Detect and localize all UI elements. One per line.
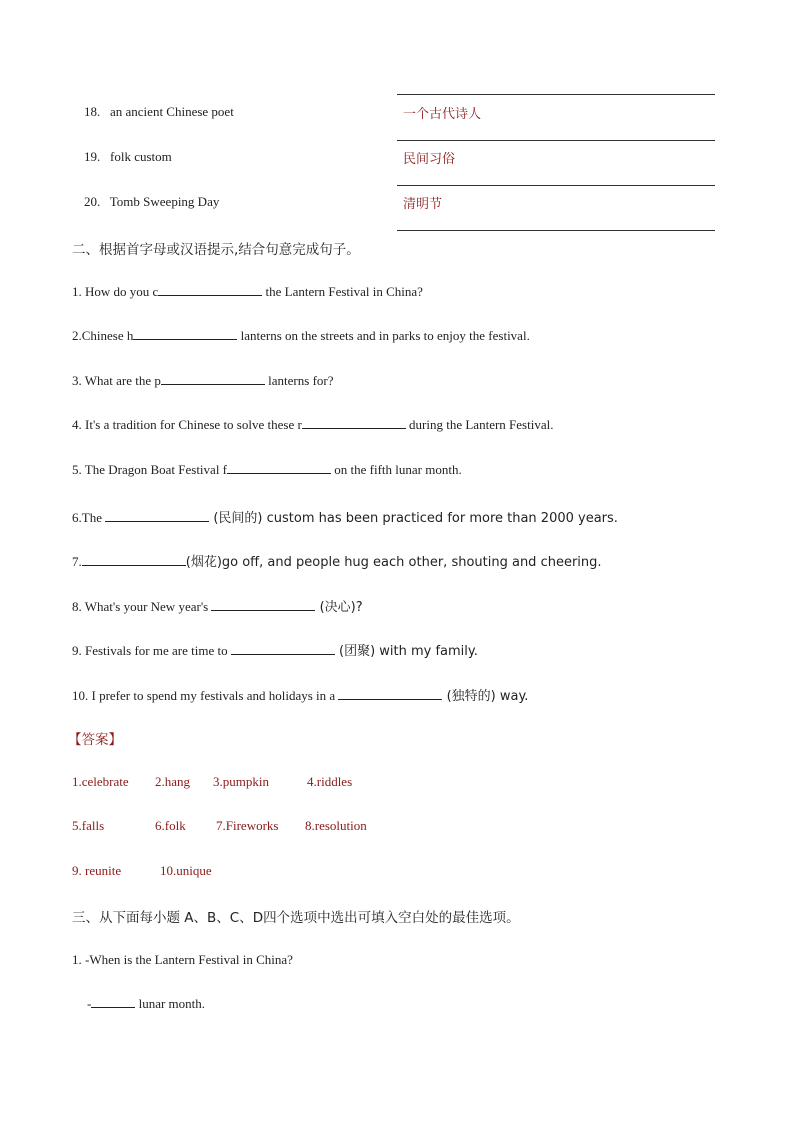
answer-item: 7.Fireworks (216, 818, 279, 833)
answer-blank (227, 462, 331, 474)
vocab-english: an ancient Chinese poet (110, 104, 234, 119)
sentence-text: 8. What's your New year's (72, 599, 212, 614)
answer-item: 5.falls (72, 818, 105, 833)
sentence-text: 2.Chinese h (72, 328, 134, 343)
vocab-english: Tomb Sweeping Day (109, 194, 220, 209)
exercise-sentence (72, 328, 530, 344)
answer-item: 1.celebrate (72, 774, 129, 789)
vocab-number: 19. (84, 149, 101, 164)
sentence-text: (团聚) with my family. (334, 644, 478, 659)
vocab-row (84, 149, 172, 165)
vocab-row (84, 104, 234, 120)
section-heading: 二、根据首字母或汉语提示,结合句意完成句子。 (72, 242, 360, 258)
sentence-text: 5. The Dragon Boat Festival f (72, 462, 228, 477)
sentence-text: 9. Festivals for me are time to (72, 643, 231, 658)
sentence-text: 1. How do you c (72, 284, 159, 299)
vocab-chinese: 一个古代诗人 (403, 107, 482, 122)
table-rule (397, 185, 715, 186)
sentence-text: lunar month. (135, 996, 206, 1011)
exercise-sentence (72, 685, 528, 704)
answer-blank (231, 643, 335, 655)
answer-item: 3.pumpkin (213, 774, 269, 789)
sentence-text: 6.The (72, 510, 106, 525)
answer-item: 4.riddles (307, 774, 353, 789)
answer-blank (105, 510, 209, 522)
sentence-text: during the Lantern Festival. (405, 417, 554, 432)
sentence-text: (烟花)go off, and people hug each other, shouting and cheering. (185, 555, 602, 570)
answer-blank (133, 328, 237, 340)
exercise-sentence (72, 284, 423, 300)
sentence-text: the Lantern Festival in China? (262, 284, 423, 299)
exercise-sentence (72, 373, 334, 389)
exercise-sentence (72, 462, 462, 478)
table-rule-top (397, 94, 715, 95)
vocab-number: 18. (84, 104, 101, 119)
sentence-text: lanterns on the streets and in parks to enjoy the festival. (237, 328, 530, 343)
sentence-text: on the fifth lunar month. (331, 462, 462, 477)
answer-item: 6.folk (155, 818, 186, 833)
answer-item: 8.resolution (305, 818, 367, 833)
answer-blank (338, 688, 442, 700)
question-answer-line (87, 996, 205, 1012)
sentence-text: (决心)? (315, 600, 363, 615)
answer-blank (91, 996, 135, 1008)
table-rule-bottom (397, 230, 715, 231)
exercise-sentence (72, 551, 602, 570)
sentence-text: (民间的) custom has been practiced for more than 2000 years. (209, 511, 618, 526)
answer-blank (82, 554, 186, 566)
answer-label: 【答案】 (68, 732, 122, 748)
sentence-text: 7. (72, 554, 82, 569)
answer-blank (302, 417, 406, 429)
answer-blank (211, 599, 315, 611)
vocab-chinese: 民间习俗 (403, 152, 456, 167)
answer-item: 2.hang (155, 774, 191, 789)
vocab-chinese: 清明节 (403, 197, 443, 212)
sentence-text: 4. It's a tradition for Chinese to solve these r (72, 417, 302, 432)
vocab-number: 20. (84, 194, 101, 209)
answer-item: 9. reunite (72, 863, 122, 878)
sentence-text: 10. I prefer to spend my festivals and holidays in a (72, 688, 339, 703)
sentence-text: 3. What are the p (72, 373, 161, 388)
vocab-english: folk custom (110, 149, 172, 164)
sentence-text: - (87, 996, 92, 1011)
exercise-sentence (72, 417, 553, 433)
answer-blank (158, 284, 262, 296)
answer-item: 10.unique (160, 863, 212, 878)
exercise-sentence (72, 640, 478, 659)
sentence-text: lanterns for? (264, 373, 334, 388)
question-text: 1. -When is the Lantern Festival in China? (72, 952, 293, 967)
exercise-sentence (72, 596, 363, 615)
vocab-row (84, 194, 219, 210)
table-rule (397, 140, 715, 141)
answer-blank (161, 373, 265, 385)
sentence-text: (独特的) way. (442, 689, 529, 704)
section-heading: 三、从下面每小题 A、B、C、D四个选项中选出可填入空白处的最佳选项。 (72, 910, 520, 926)
exercise-sentence (72, 507, 618, 526)
